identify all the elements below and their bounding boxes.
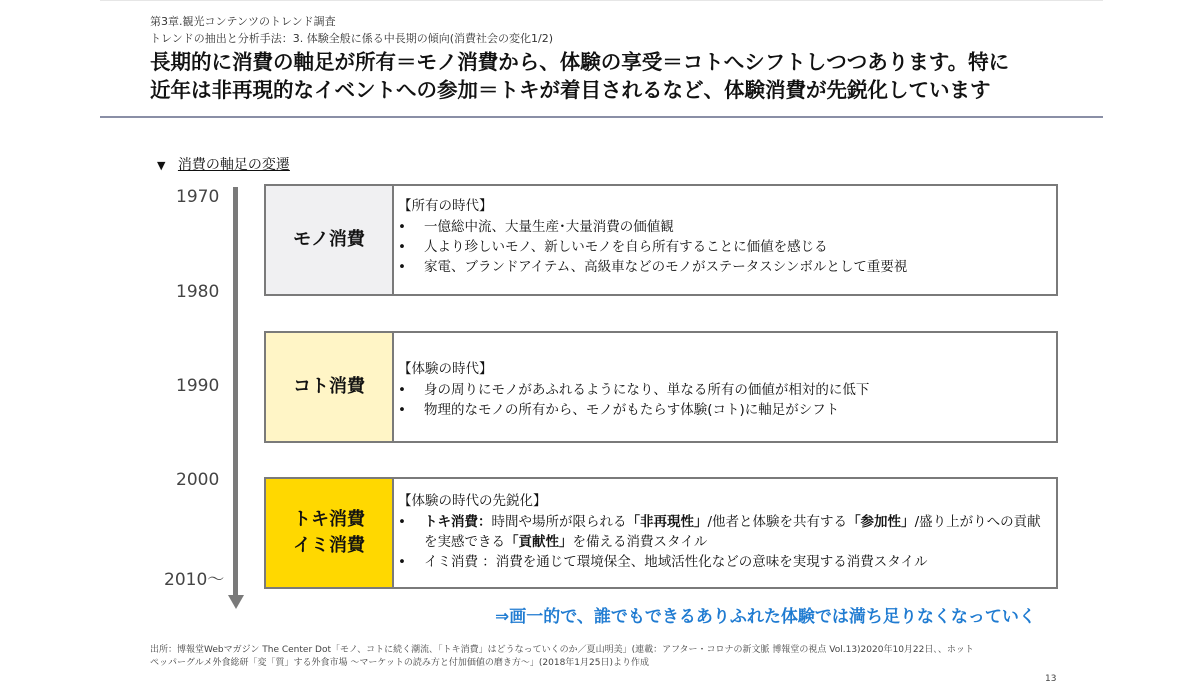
triangle-down-icon: ▼ [157, 159, 166, 172]
bullet-icon: • [398, 554, 406, 570]
era-koto [264, 331, 1058, 443]
headline-line-1: 長期的に消費の軸足が所有＝モノ消費から、体験の享受＝コトへシフトしつつあります。特に [150, 50, 1010, 74]
era-mono [264, 184, 1058, 296]
era-list [398, 380, 1050, 420]
year-2010: 2010〜 [164, 570, 225, 590]
headline-line-2: 近年は非再現的なイベントへの参加＝トキが着目されるなど、体験消費が先鋭化しています [150, 78, 991, 102]
list-item: • 物理的なモノの所有から、モノがもたらす体験(コト)に軸足がシフト [398, 402, 840, 418]
era-title: 【所有の時代】 [398, 198, 493, 214]
era-body-toki-imi [398, 491, 1050, 572]
bullet-icon: • [398, 239, 406, 255]
bullet-icon: • [398, 402, 406, 418]
timeline-axis [233, 187, 238, 597]
section-title: 消費の軸足の変遷 [177, 157, 290, 173]
arrow-down-icon [228, 595, 244, 609]
era-toki-imi [264, 477, 1058, 589]
headline [150, 48, 1070, 104]
bullet-icon: • [398, 259, 406, 275]
era-list [398, 217, 1050, 277]
chapter-label: 第3章.観光コンテンツのトレンド調査 [150, 15, 336, 28]
source-citation [150, 644, 1050, 670]
era-label-imi: イミ消費 [293, 535, 365, 556]
era-title: 【体験の時代の先鋭化】 [398, 493, 547, 509]
list-item: • 家電、ブランドアイテム、高級車などのモノがステータスシンボルとして重要視 [398, 259, 908, 275]
list-item: • 一億総中流、大量生産･大量消費の価値観 [398, 219, 674, 235]
conclusion-text: ⇒画一的で、誰でもできるありふれた体験では満ち足りなくなっていく [495, 607, 1036, 627]
list-item-toki: • トキ消費：時間や場所が限られる「非再現性」/他者と体験を共有する「参加性」/盛り上がりへの貢献を実感できる「貢献性」を備える消費スタイル [398, 514, 1041, 550]
section-label [157, 154, 290, 174]
bullet-icon: • [398, 514, 406, 530]
list-item: • 人より珍しいモノ、新しいモノを自ら所有することに価値を感じる [398, 239, 828, 255]
header-rule [100, 116, 1103, 118]
era-list [398, 512, 1050, 572]
year-1990: 1990 [176, 376, 220, 396]
subsection-label: トレンドの抽出と分析手法：3. 体験全般に係る中長期の傾向(消費社会の変化1/2) [150, 32, 554, 45]
era-label-koto: コト消費 [266, 333, 394, 441]
year-1970: 1970 [176, 187, 220, 207]
era-body-koto [398, 359, 1050, 420]
bullet-icon: • [398, 219, 406, 235]
era-label-mono: モノ消費 [266, 186, 394, 294]
era-title: 【体験の時代】 [398, 361, 493, 377]
page-number: 13 [1045, 674, 1057, 684]
list-item-imi: • イミ消費 ：消費を通じて環境保全、地域活性化などの意味を実現する消費スタイル [398, 554, 928, 570]
source-line-2: ペッパーグルメ外食総研「変「質」する外食市場 ～マーケットの読み方と付加価値の磨き方～」(2018年1月25日)より作成 [150, 658, 649, 668]
source-line-1: 出所：博報堂Webマガジン The Center Dot「モノ、コトに続く潮流､「トキ消費」はどうなっていくのか／夏山明美」(連載：アフター・コロナの新文脈 博報堂の視点 Vol.13)2020年10月22日､、ホット [150, 645, 974, 655]
list-item: • 身の周りにモノがあふれるようになり、単なる所有の価値が相対的に低下 [398, 382, 870, 398]
era-label-toki: トキ消費 [293, 509, 365, 530]
year-1980: 1980 [176, 282, 220, 302]
top-divider [100, 0, 1103, 1]
bullet-icon: • [398, 382, 406, 398]
era-label-toki-imi [266, 479, 394, 587]
era-body-mono [398, 196, 1050, 277]
year-2000: 2000 [176, 470, 220, 490]
